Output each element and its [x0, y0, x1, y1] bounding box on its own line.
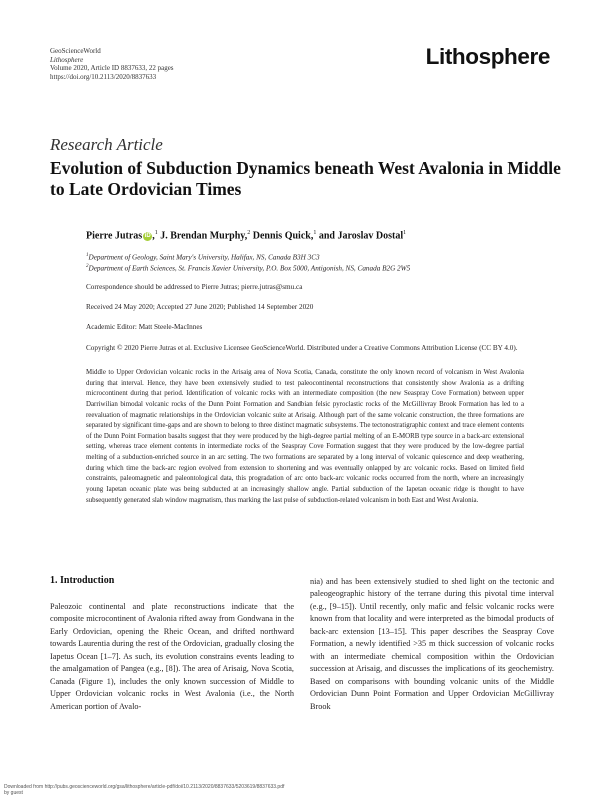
affiliation-text: Department of Geology, Saint Mary's University, Halifax, NS, Canada B3H 3C3 [88, 253, 320, 262]
affiliation-1 [86, 253, 320, 261]
journal-name: Lithosphere [50, 55, 84, 64]
article-type: Research Article [50, 135, 163, 154]
volume-line: Volume 2020, Article ID 8837633, 22 pages [50, 64, 174, 73]
correspondence: Correspondence should be addressed to Pierre Jutras; pierre.jutras@smu.ca [86, 283, 303, 291]
affiliation-marker: 2 [86, 264, 89, 269]
download-by: by guest [4, 789, 23, 796]
download-footer [4, 785, 284, 796]
journal-metadata [50, 47, 174, 81]
author-affiliation-marker: 1 [403, 230, 407, 236]
section-heading: 1. Introduction [50, 575, 115, 586]
doi-link[interactable]: https://doi.org/10.2113/2020/8837633 [50, 72, 157, 81]
author-list: Pierre Jutras iD ,$^1$ J. Brendan Murphy,$^2$ Dennis Quick,$^1$ and Jaroslav Dostal$^1$ [86, 230, 407, 242]
abstract: Middle to Upper Ordovician volcanic rocks in the Arisaig area of Nova Scotia, Canada, constitute the only known record of volcanism in West Avalonia during that interval. Hence, they have been extensively studied to test paleocontinental reconstructions that consistently show Avalonia as a drifting microcontinent during that period. Identification of volcanic rocks with an intermediate composition (the new Seaspray Cove Formation) between upper Darriwilian bimodal volcanic rocks of the Dunn Point Formation and Sandbian felsic pyroclastic rocks of the McGillivray Brook Formation has led to a reevaluation of magmatic relationships in the Ordovician volcanic suite at Arisaig. Although part of the same volcanic construction, the three formations are separated by significant time-gaps and are shown to belong to three distinct magmatic subsystems. The tectonostratigraphic context and trace element contents of the Dunn Point Formation basalts suggest that they were produced by the high-degree partial melting of an E-MORB type source in a back-arc extensional setting, whereas trace element contents in intermediate rocks of the Seaspray Cove Formation suggest that they were produced by the low-degree partial melting of a subduction-enriched source in an arc setting. The two formations are separated by a long interval of volcanic quiescence and deep weathering, during which time the back-arc region evolved from extension to shortening and was eventually onlapped by arc volcanic rocks. Based on limited field constraints, paleomagnetic and paleontological data, this progradation of arc onto back-arc volcanic rocks occurred from the north, where an increasingly young Iapetan oceanic plate was being subducted at an increasingly shallow angle. Partial subduction of the Iapetan oceanic ridge is thought to have subsequently generated slab window magmatism, thus marking the last pulse of subduction-related volcanism in both East and West Avalonia. [86, 369, 524, 504]
academic-editor: Academic Editor: Matt Steele-MacInnes [86, 323, 203, 331]
copyright-notice: Copyright © 2020 Pierre Jutras et al. Exclusive Licensee GeoScienceWorld. Distributed under a Creative Commons Attribution License (CC BY 4.0). [86, 344, 518, 352]
affiliation-2 [86, 264, 410, 272]
author-name: Dennis Quick, [252, 230, 314, 242]
author-name: and Jaroslav Dostal [318, 230, 404, 242]
orcid-icon[interactable]: iD [144, 233, 151, 240]
article-title: Evolution of Subduction Dynamics beneath West Avalonia in Middle to Late Ordovician Times [50, 158, 561, 199]
affiliation-marker: 1 [86, 253, 89, 258]
author-name[interactable]: Pierre Jutras [86, 230, 143, 242]
journal-logo: Lithosphere [425, 44, 550, 69]
author-affiliation-marker: 1 [313, 230, 317, 236]
affiliation-text: Department of Earth Sciences, St. Francis Xavier University, P.O. Box 5000, Antigonish, NS, Canada B2G 2W5 [88, 264, 411, 273]
author-affiliation-marker: 2 [247, 230, 251, 236]
body-column-left: Paleozoic continental and plate reconstructions indicate that the composite microcontinent of Avalonia rifted away from Gondwana in the Early Ordovician, opening the Rheic Ocean, and drifted northward towards Laurentia during the rest of the Ordovician, gradually closing the Iapetus Ocean [1–7]. As such, its evolution constrains events leading to the amalgamation of Pangea (e.g., [8]). The area of Arisaig, Nova Scotia, Canada (Figure 1), includes the only known succession of Middle to Upper Ordovician volcanic rocks in West Avalonia (i.e., the North American portion of Avalo- [50, 602, 294, 711]
received-dates: Received 24 May 2020; Accepted 27 June 2020; Published 14 September 2020 [86, 303, 314, 311]
download-url[interactable]: Downloaded from http://pubs.geoscienceworld.org/gsa/lithosphere/article-pdf/doi/10.2113/2020/8837633/5203619/8837633.pdf [4, 784, 285, 790]
body-column-right: nia) and has been extensively studied to shed light on the tectonic and paleogeographic history of the terrane during this pivotal time interval (e.g., [9–15]). Until recently, only mafic and felsic volcanic rocks were known from that locality and were interpreted as the bimodal products of back-arc extension [13–15]. This paper describes the Seaspray Cove Formation, a newly identified >35 m thick succession of volcanic rocks with an intermediate chemical composition within the Ordovician succession at Arisaig, and discusses the implications of its geochemistry. Based on comparisons with bounding volcanic units of the Middle Ordovician Dunn Point Formation and Upper Ordovician McGillivray Brook [310, 577, 554, 711]
author-name: J. Brendan Murphy, [160, 230, 248, 242]
publisher-name: GeoScienceWorld [50, 47, 101, 55]
author-affiliation-marker: 1 [154, 230, 158, 236]
